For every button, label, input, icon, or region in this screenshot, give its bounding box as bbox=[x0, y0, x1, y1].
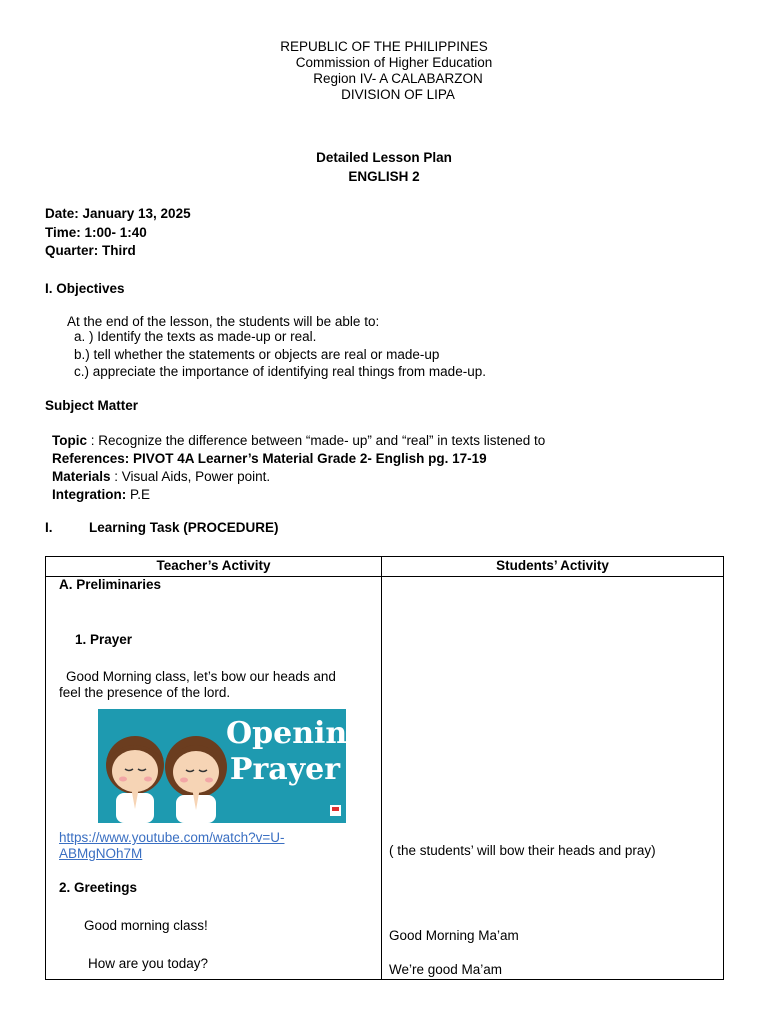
topic-label: Topic bbox=[52, 433, 87, 448]
students-activity-cell bbox=[382, 577, 724, 980]
subject-matter-heading: Subject Matter bbox=[45, 398, 139, 413]
topic-line bbox=[52, 433, 545, 449]
prayer-text-line: feel the presence of the lord. bbox=[59, 685, 231, 700]
procedure-numeral: I. bbox=[45, 520, 53, 535]
materials-value: : Visual Aids, Power point. bbox=[110, 469, 271, 484]
teacher-activity-cell bbox=[46, 577, 382, 980]
teacher-activity-header: Teacher’s Activity bbox=[46, 557, 382, 577]
prayer-heading: 1. Prayer bbox=[75, 632, 133, 647]
greetings-heading: 2. Greetings bbox=[59, 880, 138, 895]
lesson-date: Date: January 13, 2025 bbox=[45, 206, 191, 221]
integration-line bbox=[52, 487, 150, 503]
student-response: Good Morning Ma’am bbox=[389, 928, 519, 943]
greeting-line: Good morning class! bbox=[84, 918, 208, 933]
header-division: DIVISION OF LIPA bbox=[341, 87, 455, 102]
topic-value: : Recognize the difference between “made- up” and “real” in texts listened to bbox=[87, 433, 546, 448]
document-subject: ENGLISH 2 bbox=[348, 169, 420, 184]
greeting-line: How are you today? bbox=[88, 956, 209, 971]
lesson-time: Time: 1:00- 1:40 bbox=[45, 225, 147, 240]
youtube-link-line[interactable]: https://www.youtube.com/watch?v=U- bbox=[59, 830, 285, 845]
document-title: Detailed Lesson Plan bbox=[316, 150, 452, 165]
youtube-link-line[interactable]: ABMgNOh7M bbox=[59, 846, 143, 861]
student-response: We’re good Ma’am bbox=[389, 962, 503, 977]
table-row bbox=[46, 577, 724, 980]
activity-table bbox=[45, 556, 724, 980]
image-caption-opening: Opening bbox=[226, 716, 369, 751]
objective-item: c.) appreciate the importance of identifying real things from made-up. bbox=[74, 364, 486, 379]
lesson-quarter: Quarter: Third bbox=[45, 243, 136, 258]
objectives-heading: I. Objectives bbox=[45, 281, 125, 296]
header-region: Region IV- A CALABARZON bbox=[313, 71, 483, 86]
objective-item: a. ) Identify the texts as made-up or real. bbox=[74, 329, 317, 344]
image-caption-prayer: Prayer bbox=[229, 752, 341, 787]
procedure-heading: Learning Task (PROCEDURE) bbox=[89, 520, 279, 535]
references-line: References: PIVOT 4A Learner’s Material Grade 2- English pg. 17-19 bbox=[52, 451, 487, 466]
prayer-text-line: Good Morning class, let’s bow our heads and bbox=[66, 669, 336, 684]
objectives-intro: At the end of the lesson, the students will be able to: bbox=[67, 314, 380, 329]
materials-line bbox=[52, 469, 270, 485]
integration-value: P.E bbox=[126, 487, 151, 502]
preliminaries-heading: A. Preliminaries bbox=[59, 577, 162, 592]
integration-label: Integration: bbox=[52, 487, 127, 502]
table-header-row bbox=[46, 557, 724, 577]
students-activity-header: Students’ Activity bbox=[382, 557, 724, 577]
objective-item: b.) tell whether the statements or objects are real or made-up bbox=[74, 347, 440, 362]
materials-label: Materials bbox=[52, 469, 111, 484]
opening-prayer-image bbox=[98, 709, 369, 823]
header-commission: Commission of Higher Education bbox=[295, 55, 493, 70]
student-response: ( the students’ will bow their heads and pray) bbox=[389, 843, 656, 858]
header-republic: REPUBLIC OF THE PHILIPPINES bbox=[280, 39, 488, 54]
